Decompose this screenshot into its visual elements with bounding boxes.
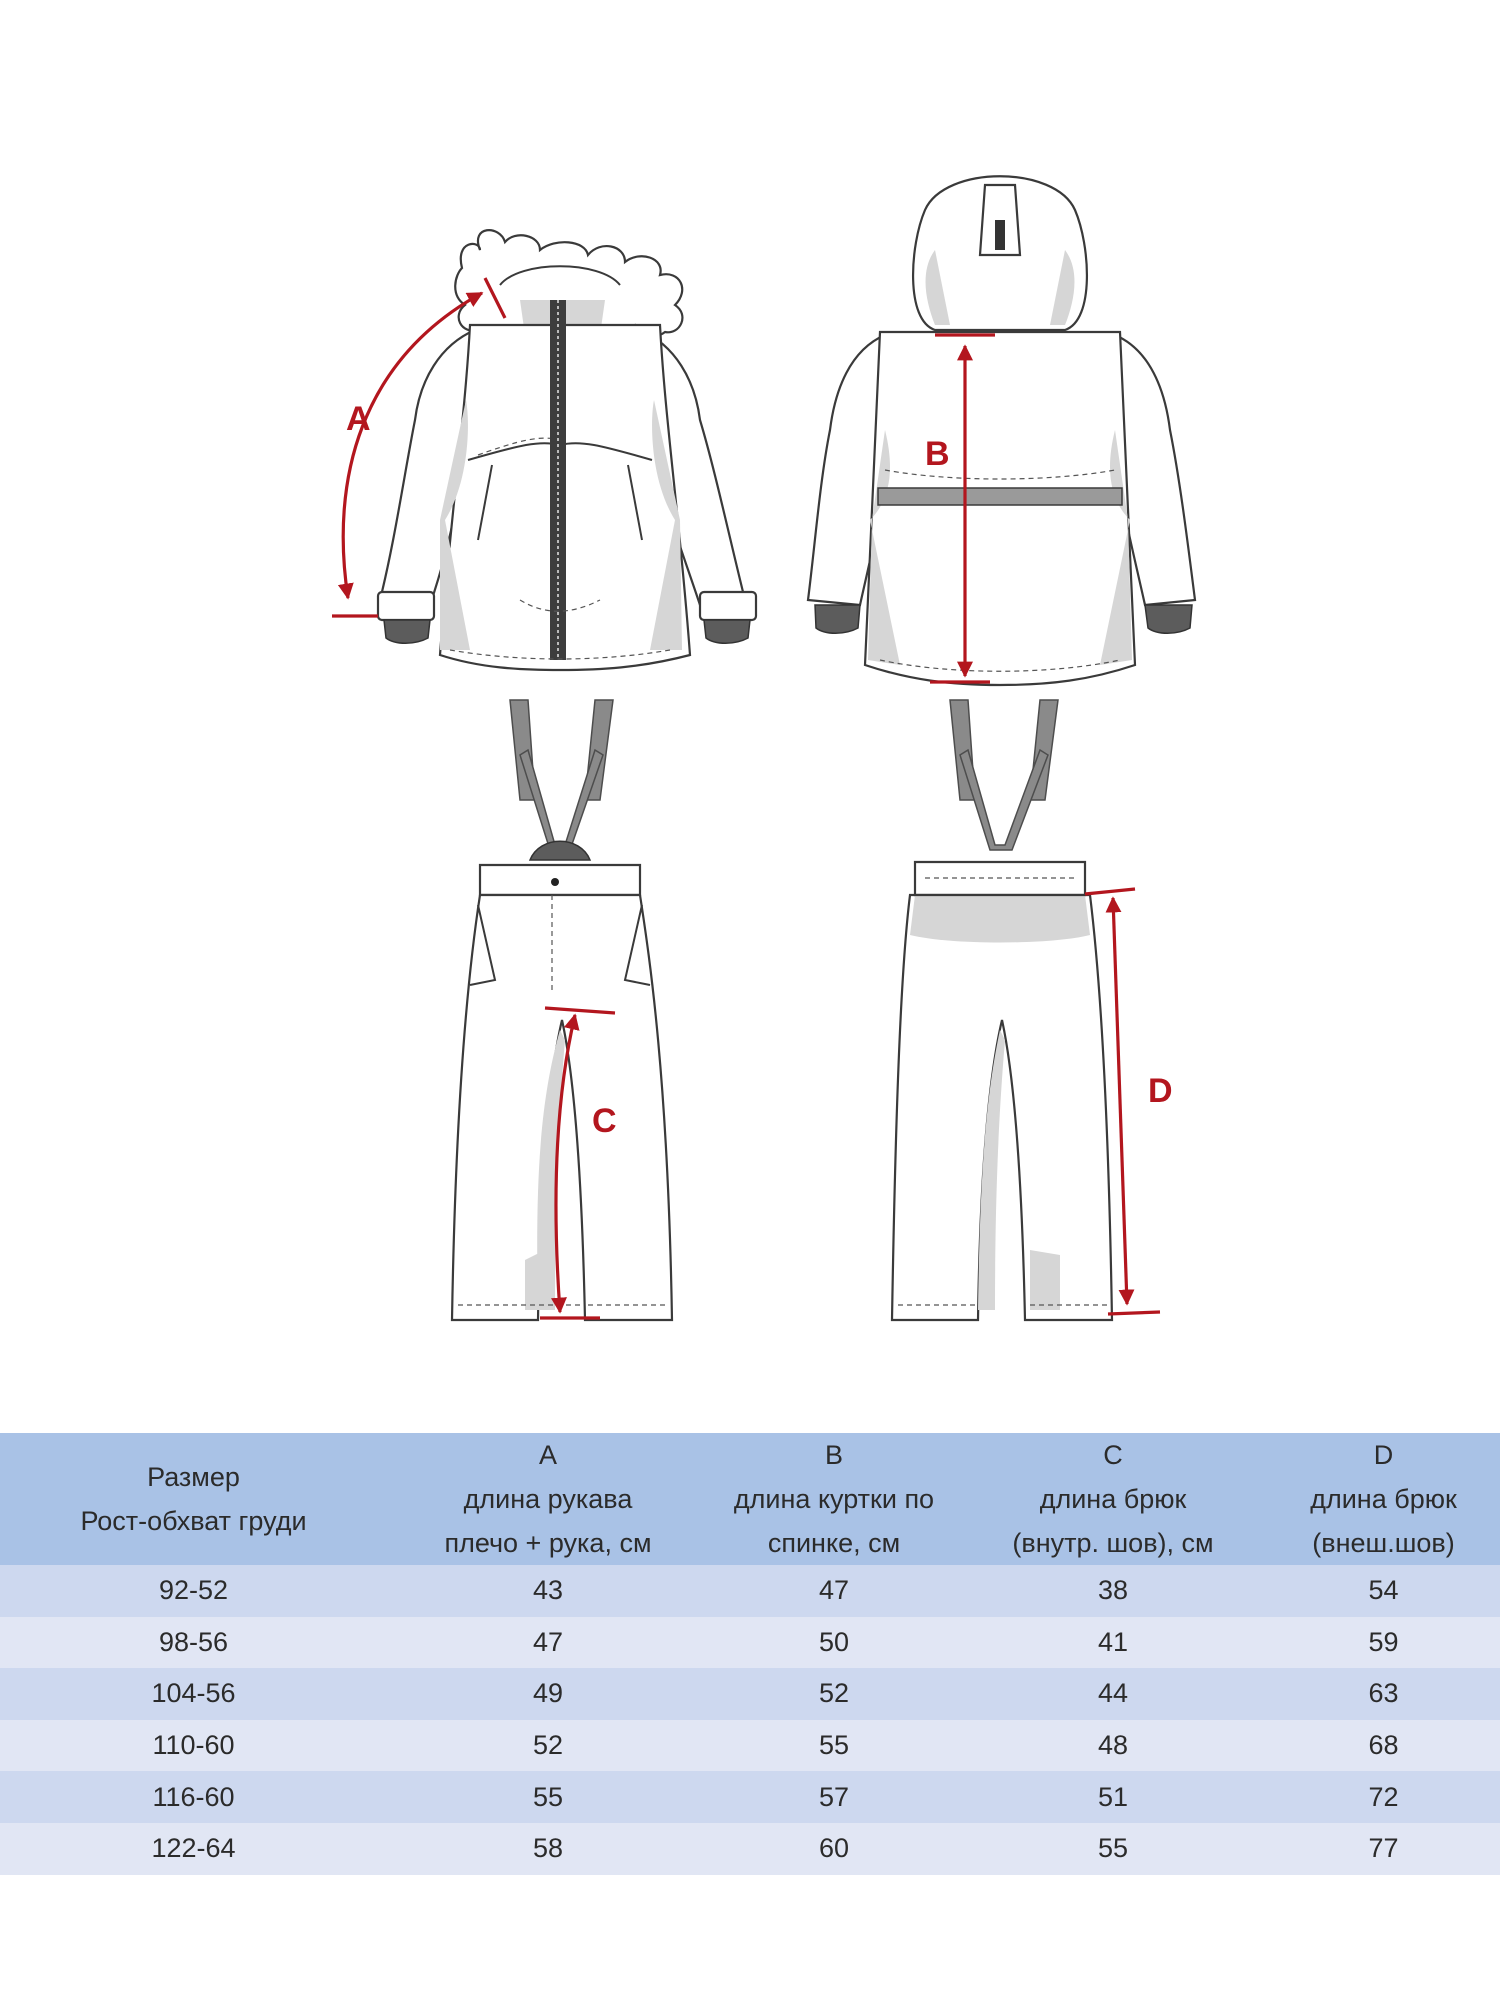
jacket-back xyxy=(808,176,1195,685)
jacket-front xyxy=(378,230,756,670)
cell-a: 49 xyxy=(387,1668,709,1720)
cell-c: 48 xyxy=(959,1720,1267,1772)
cell-c: 55 xyxy=(959,1823,1267,1875)
cell-d: 77 xyxy=(1267,1823,1500,1875)
cell-size: 122-64 xyxy=(0,1823,387,1875)
cell-b: 60 xyxy=(709,1823,959,1875)
cell-d: 59 xyxy=(1267,1617,1500,1669)
header-line: (внутр. шов), см xyxy=(1012,1528,1214,1558)
table-row xyxy=(0,1720,1500,1772)
cell-a: 52 xyxy=(387,1720,709,1772)
header-line: длина куртки по xyxy=(733,1484,935,1514)
measurement-label-b: B xyxy=(925,435,950,473)
cell-size: 104-56 xyxy=(0,1668,387,1720)
header-line: Размер xyxy=(147,1462,240,1492)
cell-size: 92-52 xyxy=(0,1565,387,1617)
cell-b: 47 xyxy=(709,1565,959,1617)
pants-back xyxy=(892,700,1112,1320)
header-c xyxy=(959,1433,1267,1565)
cell-c: 51 xyxy=(959,1771,1267,1823)
header-line: длина рукава xyxy=(463,1484,633,1514)
cell-size: 98-56 xyxy=(0,1617,387,1669)
header-line: A xyxy=(538,1440,557,1470)
table-row xyxy=(0,1617,1500,1669)
header-d xyxy=(1267,1433,1500,1565)
cell-b: 57 xyxy=(709,1771,959,1823)
cuff-tab-left xyxy=(378,592,434,620)
cell-b: 52 xyxy=(709,1668,959,1720)
size-chart-table xyxy=(0,1433,1500,1875)
measurement-label-d: D xyxy=(1148,1072,1173,1110)
header-line: Рост-обхват груди xyxy=(80,1506,307,1536)
header-line: C xyxy=(1103,1440,1123,1470)
header-line: (внеш.шов) xyxy=(1312,1528,1455,1558)
cell-c: 41 xyxy=(959,1617,1267,1669)
header-line: длина брюк xyxy=(1039,1484,1187,1514)
cell-c: 38 xyxy=(959,1565,1267,1617)
measurement-label-c: C xyxy=(592,1102,617,1140)
cell-b: 50 xyxy=(709,1617,959,1669)
header-line: D xyxy=(1373,1440,1394,1470)
cell-a: 47 xyxy=(387,1617,709,1669)
cell-d: 68 xyxy=(1267,1720,1500,1772)
cell-size: 116-60 xyxy=(0,1771,387,1823)
header-line: плечо + рука, см xyxy=(444,1528,652,1558)
cell-c: 44 xyxy=(959,1668,1267,1720)
cell-d: 63 xyxy=(1267,1668,1500,1720)
measurement-label-a: A xyxy=(346,400,371,438)
table-header-row xyxy=(0,1433,1500,1565)
header-line: длина брюк xyxy=(1310,1484,1457,1514)
cell-a: 58 xyxy=(387,1823,709,1875)
cell-d: 72 xyxy=(1267,1771,1500,1823)
header-b xyxy=(709,1433,959,1565)
cuff-tab-right xyxy=(700,592,756,620)
table-row xyxy=(0,1771,1500,1823)
cell-a: 43 xyxy=(387,1565,709,1617)
header-line: B xyxy=(824,1440,843,1470)
header-size xyxy=(0,1433,387,1565)
table-row xyxy=(0,1668,1500,1720)
table-row xyxy=(0,1565,1500,1617)
cell-size: 110-60 xyxy=(0,1720,387,1772)
cell-a: 55 xyxy=(387,1771,709,1823)
table-row xyxy=(0,1823,1500,1875)
header-line: спинке, см xyxy=(767,1528,901,1558)
header-a xyxy=(387,1433,709,1565)
cell-d: 54 xyxy=(1267,1565,1500,1617)
cell-b: 55 xyxy=(709,1720,959,1772)
